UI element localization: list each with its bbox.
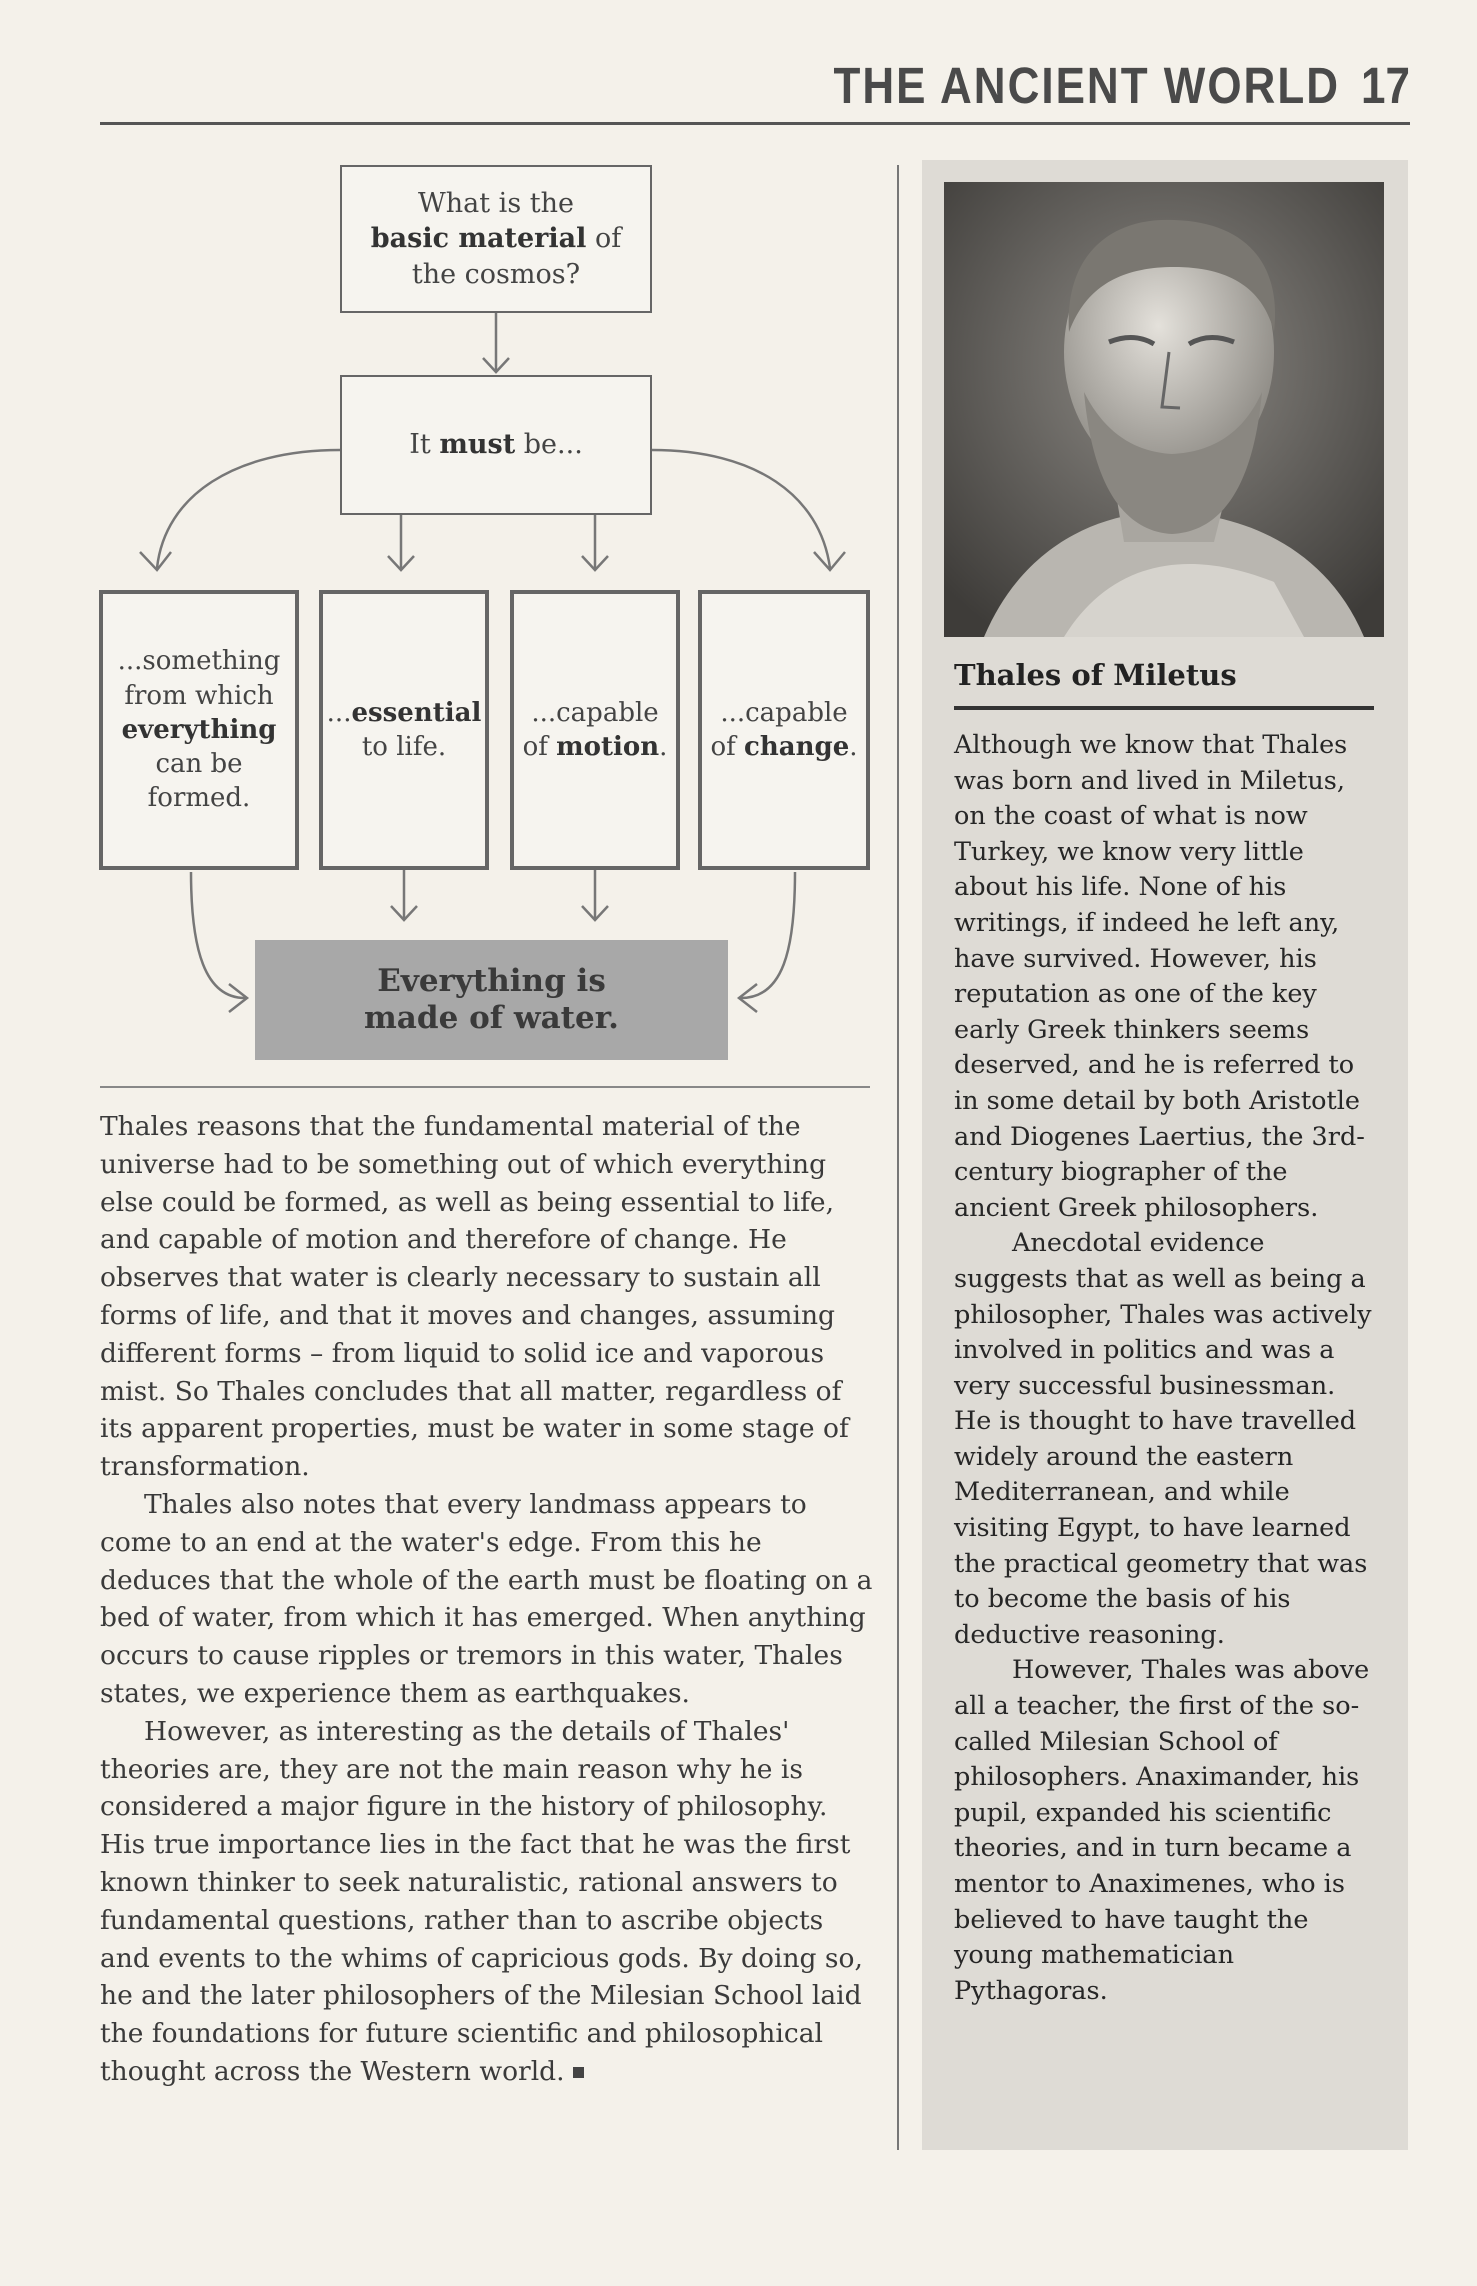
page-number: 17 [1361,58,1410,115]
page-header [100,60,1410,125]
conclusion-box: Everything is made of water. [255,940,728,1060]
flowchart [95,150,885,1090]
must-be-box: It must be... [340,375,652,515]
biography-sidebar [922,160,1408,2150]
sidebar-title: Thales of Miletus [954,658,1374,710]
thales-portrait-image [944,182,1384,637]
criterion-box-essential: ...essential to life. [319,590,489,870]
running-head: THE ANCIENT WORLD [833,58,1340,115]
sidebar-text [954,728,1379,2009]
sidebar-paragraph: However, Thales was above all a teacher, the first of the so-called Milesian School of philosophers. Anaximander, his pupil, expanded his scientific theories, and in turn became a mentor to Anaximenes, who is believed to have taught the young mathematician Pythagoras. [954,1655,1370,2006]
end-mark-icon [573,2067,584,2078]
criterion-box-change: ...capable of change. [698,590,870,870]
criterion-box-everything: ...something from which everything can be formed. [99,590,299,870]
criterion-box-motion: ...capable of motion. [510,590,680,870]
body-paragraph: Thales reasons that the fundamental material of the universe had to be something out of which everything else could be formed, as well as being essential to life, and capable of motion and therefore of change. He observes that water is clearly necessary to sustain all forms of life, and that it moves and changes, assuming different forms – from liquid to solid ice and vaporous mist. So Thales concludes that all matter, regardless of its apparent properties, must be water in some stage of transformation. [100,1111,849,1483]
section-divider [100,1086,870,1088]
body-paragraph: However, as interesting as the details of Thales' theories are, they are not the main reason why he is considered a major figure in the history of philosophy. His true importance lies in the fact that he was the first known thinker to seek naturalistic, rational answers to fundamental questions, rather than to ascribe objects and events to the whims of capricious gods. By doing so, he and the later philosophers of the Milesian School laid the foundations for future scientific and philosophical thought across the Western world. [100,1715,863,2087]
column-rule [897,165,899,2150]
sidebar-paragraph: Although we know that Thales was born and lived in Miletus, on the coast of what is now Turkey, we know very little about his life. None of his writings, if indeed he left any, have survived. However, his reputation as one of the key early Greek thinkers seems deserved, and he is referred to in some detail by both Aristotle and Diogenes Laertius, the 3rd-century biographer of the ancient Greek philosophers. [954,730,1365,1223]
main-body-text [100,1108,880,2091]
question-box: What is the basic material of the cosmos? [340,165,652,313]
sidebar-paragraph: Anecdotal evidence suggests that as well as being a philosopher, Thales was actively involved in politics and was a very successful businessman. He is thought to have travelled widely around the eastern Mediterranean, and while visiting Egypt, to have learned the practical geometry that was to become the basis of his deductive reasoning. [954,1228,1372,1650]
body-paragraph: Thales also notes that every landmass appears to come to an end at the water's edge. From this he deduces that the whole of the earth must be floating on a bed of water, from which it has emerged. When anything occurs to cause ripples or tremors in this water, Thales states, we experience them as earthquakes. [100,1488,873,1709]
